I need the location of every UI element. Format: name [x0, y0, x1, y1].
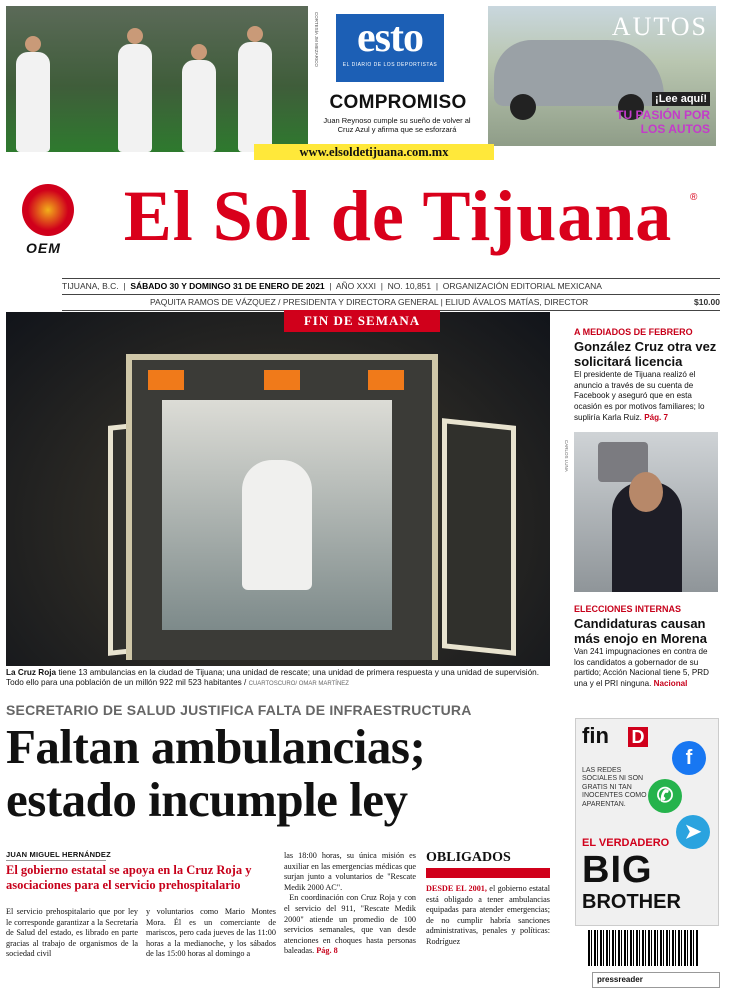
caption-text: tiene 13 ambulancias en la ciudad de Tijuana; una unidad de rescate; una unidad de primera respuesta y una unidad de supervisión. Todo ello para una población de un millón 922 mil 523 habitantes /: [6, 668, 539, 687]
autos-cta[interactable]: ¡Lee aquí!: [652, 92, 710, 106]
story-column-1: El servicio prehospitalario que por ley le corresponde garantizar a la Secretaría de Salud del estado, es librado en parte gracias al trabajo de organismos de la sociedad civil: [6, 907, 138, 959]
paramedic-figure: [242, 460, 312, 590]
right-kicker-1: A MEDIADOS DE FEBRERO: [574, 327, 693, 337]
newspaper-title: El Sol de Tijuana: [123, 176, 673, 256]
staff-line: [62, 295, 720, 310]
sidebar-body: el gobierno estatal está obligado a tener ambulancias equipadas para atender emergencias; de no cumplir habría sanciones administrativas, penales y políticas: Rodríguez: [426, 884, 550, 946]
photo-credit: CARLOS LUNA: [564, 440, 569, 472]
player-figure: [238, 42, 272, 152]
right-body-2: Van 241 impugnaciones en contra de los candidatos a gobernador de su partido; Acción Nacional tiene 5, PRD una y el PRI ninguna.: [574, 647, 709, 689]
main-headline[interactable]: [6, 720, 550, 826]
ad-line-1: EL VERDADERO: [582, 837, 670, 849]
page-ref[interactable]: Pág. 7: [644, 412, 669, 422]
player-figure: [118, 44, 152, 152]
esto-logo: [336, 14, 444, 82]
ambulance-photo[interactable]: [6, 312, 550, 666]
esto-headline: COMPROMISO: [329, 92, 467, 113]
esto-tagline: EL DIARIO DE LOS DEPORTISTAS: [342, 62, 438, 68]
sidebar-lead: DESDE EL 2001,: [426, 884, 487, 893]
story-deck: El gobierno estatal se apoya en la Cruz Roja y asociaciones para el servicio prehospitalario: [6, 863, 252, 892]
dateline-org: ORGANIZACIÓN EDITORIAL MEXICANA: [442, 281, 602, 291]
site-url[interactable]: www.elsoldetijuana.com.mx: [254, 144, 494, 160]
ad-brand-d: D: [628, 727, 648, 747]
main-kicker: SECRETARIO DE SALUD JUSTIFICA FALTA DE INFRAESTRUCTURA: [6, 702, 472, 718]
facebook-icon: f: [672, 741, 706, 775]
sun-logo-icon: [22, 184, 74, 236]
ambulance-body: [126, 354, 438, 660]
staff-names: PAQUITA RAMOS DE VÁZQUEZ / PRESIDENTA Y DIRECTORA GENERAL | ELIUD ÁVALOS MATÍAS, DIRECTOR: [150, 297, 589, 307]
dateline-year: AÑO XXXI: [335, 281, 376, 291]
right-text-1: [574, 370, 720, 424]
caption-lead: La Cruz Roja: [6, 668, 57, 677]
photo-credit: CORTESÍA JM MEZARICO: [314, 12, 319, 67]
right-headline-2[interactable]: Candidaturas causan más enojo en Morena: [574, 616, 707, 646]
col3-para-a: las 18:00 horas, su única misión es auxiliar en las emergencias médicas que surjan junto a voluntarios de "Rescate Medik 2000 AC".: [284, 851, 416, 892]
red-bar: [426, 868, 550, 878]
whatsapp-icon: ✆: [648, 779, 682, 813]
right-headline-1[interactable]: González Cruz otra vez solicitará licencia: [574, 339, 717, 369]
player-figure: [16, 52, 50, 152]
ambulance-interior: [162, 400, 392, 630]
divider: [6, 860, 106, 861]
dateline-city: TIJUANA, B.C.: [62, 281, 119, 291]
player-figure: [182, 60, 216, 152]
esto-text: Juan Reynoso cumple su sueño de volver al Cruz Azul y afirma que se esforzará: [323, 116, 471, 134]
ad-line-2: BIG: [582, 849, 653, 891]
oem-logo: OEM: [26, 240, 61, 256]
story-column-2: y voluntarios como Mario Montes Mora. Él es un comerciante de mariscos, pero cada jueves de las 11:00 horas a la medianoche, y los sábados de las 15:00 horas al domingo a: [146, 907, 276, 959]
esto-logo-text: esto: [357, 15, 423, 61]
soccer-photo-banner[interactable]: [6, 6, 308, 152]
byline: JUAN MIGUEL HERNÁNDEZ: [6, 850, 111, 859]
autos-tagline: TU PASIÓN POR LOS AUTOS: [616, 108, 710, 136]
telegram-icon: ➤: [676, 815, 710, 849]
ad-line-3: BROTHER: [582, 891, 681, 913]
price: $10.00: [694, 297, 720, 307]
dateline-date: SÁBADO 30 Y DOMINGO 31 DE ENERO DE 2021: [130, 281, 325, 291]
sidebar-heading: OBLIGADOS: [426, 850, 511, 865]
ad-brand: fin: [582, 723, 609, 748]
registered-mark: ®: [690, 192, 698, 203]
headline-line-1: Faltan ambulancias;: [6, 719, 426, 774]
sidebar-text: [426, 884, 550, 948]
photo-caption: [6, 668, 550, 689]
autos-label: AUTOS: [611, 12, 708, 41]
page-ref[interactable]: Nacional: [653, 679, 688, 689]
esto-promo[interactable]: [314, 6, 482, 152]
right-kicker-2: ELECCIONES INTERNAS: [574, 604, 682, 614]
headline-line-2: estado incumple ley: [6, 772, 408, 827]
ad-text: LAS REDES SOCIALES NI SON GRATIS NI TAN INOCENTES COMO APARENTAN.: [582, 767, 647, 808]
col3-para-b: En coordinación con Cruz Roja y con el servicio del 911, "Rescate Medik 2000" atiende un promedio de 100 servicios semanales, que van desde atenciones en choques hasta personas baleadas.: [284, 893, 417, 956]
pressreader-logo[interactable]: pressreader: [592, 972, 720, 988]
caption-credit: CUARTOSCURO/ OMAR MARTÍNEZ: [248, 681, 349, 687]
right-text-2: [574, 647, 720, 690]
ambulance-door: [442, 418, 516, 656]
weekend-badge: FIN DE SEMANA: [284, 310, 440, 332]
dateline: TIJUANA, B.C. | SÁBADO 30 Y DOMINGO 31 DE ENERO DE 2021 | AÑO XXXI | NO. 10,851 | ORGANIZACIÓN EDITORIAL MEXICANA: [62, 281, 602, 291]
barcode: [588, 930, 698, 966]
page-ref[interactable]: Pág. 8: [316, 946, 338, 956]
story-column-3: [284, 851, 416, 957]
mayor-photo[interactable]: [574, 432, 718, 592]
dateline-number: NO. 10,851: [387, 281, 432, 291]
wheel: [510, 94, 536, 120]
autos-promo[interactable]: [488, 6, 716, 146]
find-ad[interactable]: [575, 718, 719, 926]
right-body-1: El presidente de Tijuana realizó el anuncio a través de su cuenta de Facebook y aseguró que en esta ocasión es por motivos familiares; lo supliría Karla Ruiz.: [574, 370, 705, 422]
